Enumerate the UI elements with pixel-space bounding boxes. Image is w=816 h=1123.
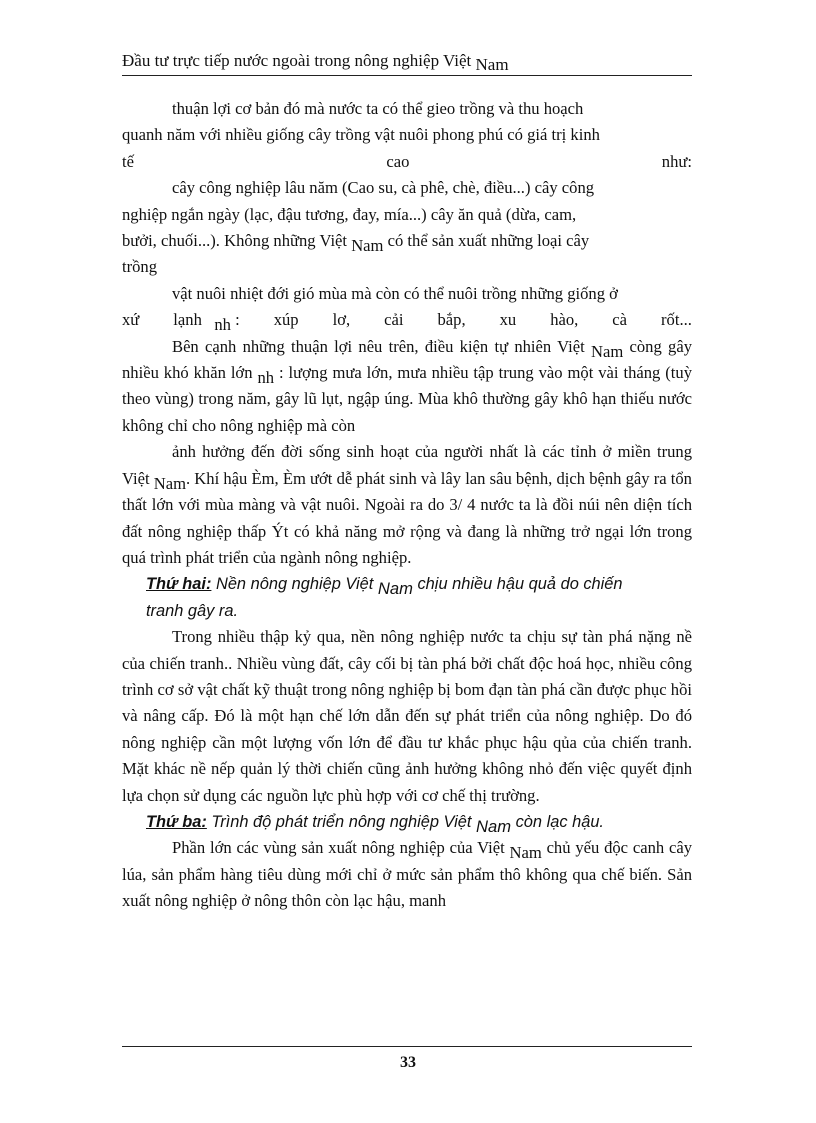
p3-line-1: vật nuôi nhiệt đới gió mùa mà còn có thể nuôi trồng những giống ở <box>172 283 618 303</box>
text: Bên cạnh những thuận lợi nêu trên, điều kiện tự nhiên Việt <box>172 336 591 356</box>
word: : <box>235 310 240 330</box>
word: cà <box>612 310 628 330</box>
paragraph-4 <box>122 334 692 440</box>
text: Nền nông nghiệp Việt <box>211 575 378 594</box>
text: Phần lớn các vùng sản xuất nông nghiệp của Việt <box>172 838 510 858</box>
p2-line-4: trồng <box>122 257 158 277</box>
word: xúp <box>273 310 299 330</box>
text: chịu nhiều hậu quả do chiến <box>412 575 623 594</box>
word: như: <box>661 151 692 171</box>
heading-thu-ba <box>122 809 692 835</box>
page-number: 33 <box>400 1054 416 1071</box>
nam-sub: Nam <box>509 843 542 863</box>
p2-line-3 <box>122 228 692 254</box>
text: ảnh hưởng đến đời sống sinh hoạt của người nhất là các tỉnh ở miền trung Việt <box>122 442 692 488</box>
p2-line-2: nghiệp ngắn ngày (lạc, đậu tương, đay, mía...) cây ăn quả (dừa, cam, <box>122 204 577 224</box>
nh-sub: nh <box>214 315 231 335</box>
text: còng gây nhiều khó khăn lớn <box>122 336 692 383</box>
text: Trình độ phát triển nông nghiệp Việt <box>206 812 476 831</box>
word: rốt... <box>661 310 692 330</box>
word: lơ, <box>332 310 351 330</box>
word: cải <box>384 310 404 330</box>
footer-rule <box>122 1046 692 1047</box>
text: . Khí hậu Èm, Èm ướt dễ phát sinh và lây lan sâu bệnh, dịch bệnh gây ra tổn thất lớn với mùa màng và vật nuôi. Ngoài ra do 3/ 4 nước ta là đồi núi nên diện tích đất nông nghiệp thấp Ýt có khả năng mở rộng và đang là những trở ngại lớn trong quá trình phát triển của ngành nông nghiệp. <box>122 468 692 567</box>
word: xứ <box>122 310 140 330</box>
heading-thu-hai <box>122 571 692 597</box>
nam-sub: Nam <box>351 236 384 256</box>
p3-line-2 <box>122 307 692 333</box>
text: chủ yếu độc canh cây lúa, sản phẩm hàng tiêu dùng mới chỉ ở mức sản phẩm thô không qua chế biến. Sản xuất nông nghiệp ở nông thôn còn lạc hậu, manh <box>122 838 692 911</box>
nam-sub: Nam <box>153 473 186 493</box>
nam-sub: Nam <box>476 816 512 836</box>
heading-label: Thứ hai: <box>146 575 212 594</box>
word: xu <box>499 310 517 330</box>
p1-line-3 <box>122 149 692 175</box>
paragraph-5 <box>122 439 692 571</box>
text: bưởi, chuối...). Không những Việt <box>122 231 352 251</box>
nh-sub: nh <box>257 368 275 388</box>
word-group <box>173 307 239 333</box>
paragraph-7 <box>122 835 692 914</box>
word: hào, <box>550 310 579 330</box>
header-title-nam: Nam <box>475 55 509 74</box>
p1-line-1: thuận lợi cơ bản đó mà nước ta có thể gieo trồng và thu hoạch <box>172 99 584 118</box>
p1-line-2: quanh năm với nhiều giống cây trồng vật nuôi phong phú có giá trị kinh <box>122 125 600 145</box>
header-title: Đầu tư trực tiếp nước ngoài trong nông nghiệp Việt <box>122 51 476 70</box>
word: tế <box>122 151 134 171</box>
text: : lượng mưa lớn, mưa nhiều tập trung vào một vài tháng (tuỳ theo vùng) trong năm, gây lũ lụt, ngập úng. Mùa khô thường gây khô hạn thiếu nước không chỉ cho nông nghiệp mà còn <box>122 363 692 435</box>
heading-label: Thứ ba: <box>146 812 207 831</box>
word: cao <box>386 151 410 171</box>
nam-sub: Nam <box>591 341 624 361</box>
nam-sub: Nam <box>377 579 413 599</box>
paragraph-6: Trong nhiều thập kỷ qua, nền nông nghiệp nước ta chịu sự tàn phá nặng nề của chiến tranh.. Nhiều vùng đất, cây cối bị tàn phá bởi chất độc hoá học, nhiều công trình cơ sở vật chất kỹ thuật trong nông nghiệp bị bom đạn tàn phá cần được phục hồi và nâng cấp. Đó là một hạn chế lớn dẫn đến sự phát triển của nông nghiệp. Do đó nông nghiệp cần một lượng vốn lớn để đầu tư khắc phục hậu qủa của chiến tranh. Mặt khác nề nếp quản lý thời chiến cũng ảnh hưởng không nhỏ đến việc quyết định lựa chọn sử dụng các nguồn lực phù hợp với cơ chế thị trường. <box>122 627 692 805</box>
heading-thu-hai-line-2: tranh gây ra. <box>146 601 239 620</box>
word: bắp, <box>437 310 466 330</box>
word: lạnh <box>173 310 202 330</box>
page-body <box>122 96 692 915</box>
running-header <box>122 50 692 76</box>
text: còn lạc hậu. <box>511 812 604 831</box>
text: có thể sản xuất những loại cây <box>383 231 590 251</box>
p2-line-1: cây công nghiệp lâu năm (Cao su, cà phê, chè, điều...) cây công <box>172 178 595 198</box>
